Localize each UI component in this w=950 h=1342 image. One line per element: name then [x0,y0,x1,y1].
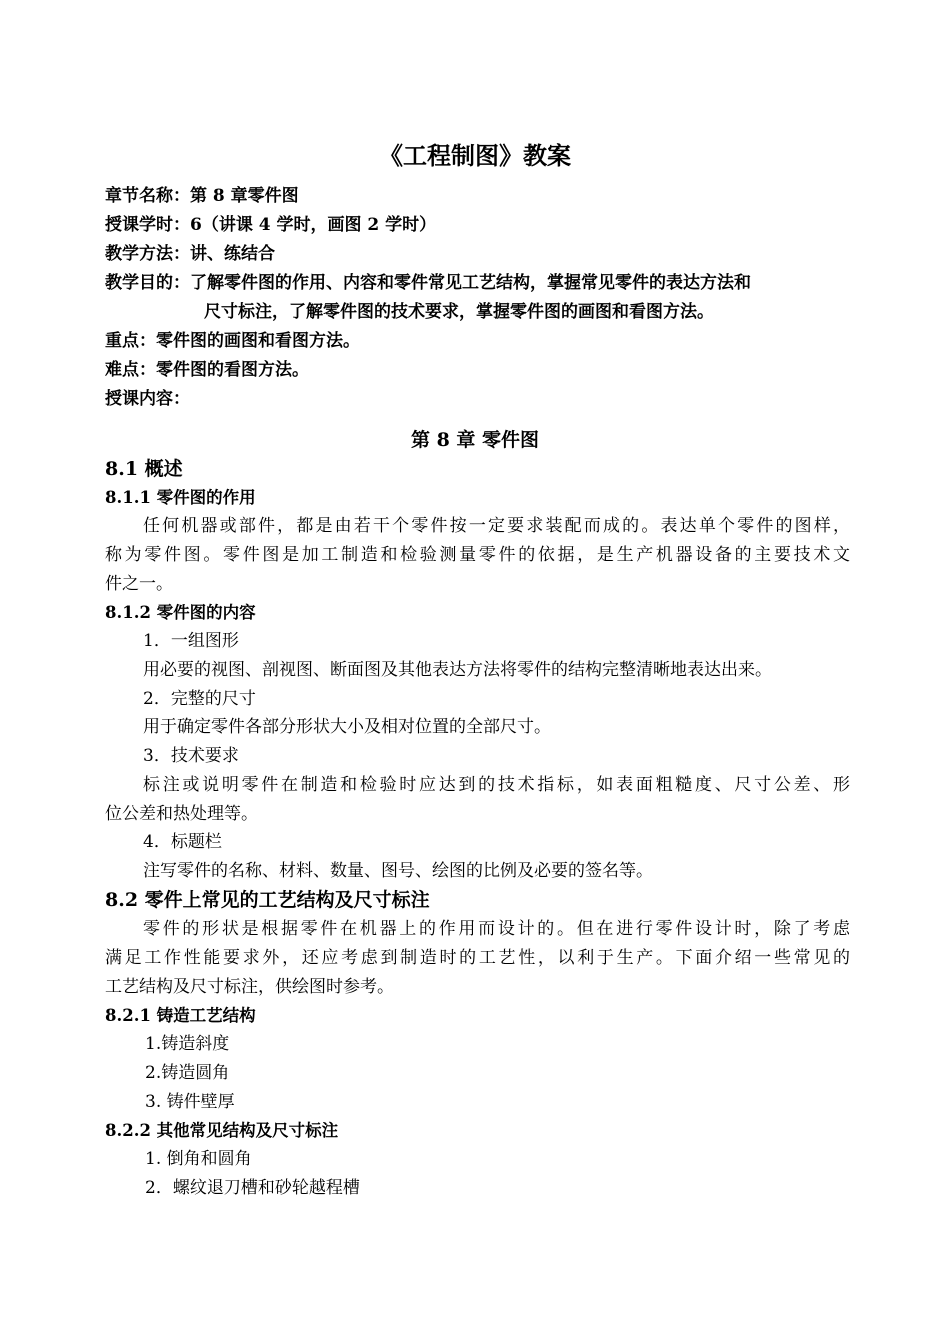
list-item-description: 标注或说明零件在制造和检验时应达到的技术指标，如表面粗糙度、尺寸公差、形 [143,775,850,795]
section-8-1-heading: 8.1 概述 [105,458,183,480]
paragraph-line: 任何机器或部件，都是由若干个零件按一定要求装配而成的。表达单个零件的图样， [143,516,850,536]
list-item: 1. 倒角和圆角 [145,1149,252,1169]
list-item: 2．完整的尺寸 [143,689,256,709]
teaching-goal-line-2: 尺寸标注，了解零件图的技术要求，掌握零件图的画图和看图方法。 [204,302,714,322]
paragraph-line: 零件的形状是根据零件在机器上的作用而设计的。但在进行零件设计时，除了考虑 [143,919,850,939]
chapter-heading: 第 8 章 零件图 [410,429,540,451]
paragraph-line: 满足工作性能要求外，还应考虑到制造时的工艺性，以利于生产。下面介绍一些常见的 [105,948,850,968]
list-item: 4．标题栏 [143,832,222,852]
list-item-description: 位公差和热处理等。 [105,804,258,824]
list-item-description: 注写零件的名称、材料、数量、图号、绘图的比例及必要的签名等。 [143,861,653,881]
content-label: 授课内容： [105,389,190,409]
teaching-method: 教学方法：讲、练结合 [105,244,275,264]
list-item: 2.铸造圆角 [145,1063,230,1083]
list-item: 3. 铸件壁厚 [145,1092,235,1112]
list-item: 1．一组图形 [143,631,239,651]
paragraph-line: 工艺结构及尺寸标注，供绘图时参考。 [105,977,394,997]
list-item: 1.铸造斜度 [145,1034,230,1054]
teaching-goal-line-1: 教学目的：了解零件图的作用、内容和零件常见工艺结构，掌握常见零件的表达方法和 [105,273,751,293]
difficulty: 难点：零件图的看图方法。 [105,360,309,380]
paragraph-line: 件之一。 [105,574,173,594]
chapter-name: 章节名称：第 8 章零件图 [105,186,299,206]
section-8-2-1-heading: 8.2.1 铸造工艺结构 [105,1006,256,1025]
section-8-1-2-heading: 8.1.2 零件图的内容 [105,603,256,622]
section-8-2-2-heading: 8.2.2 其他常见结构及尺寸标注 [105,1121,339,1140]
list-item: 3．技术要求 [143,746,239,766]
teaching-hours: 授课学时：6（讲课 4 学时，画图 2 学时） [105,215,437,235]
list-item: 2．螺纹退刀槽和砂轮越程槽 [145,1178,360,1198]
key-point: 重点：零件图的画图和看图方法。 [105,331,360,351]
section-8-1-1-heading: 8.1.1 零件图的作用 [105,488,256,507]
list-item-description: 用于确定零件各部分形状大小及相对位置的全部尺寸。 [143,717,551,737]
document-title: 《工程制图》教案 [379,141,571,170]
list-item-description: 用必要的视图、剖视图、断面图及其他表达方法将零件的结构完整清晰地表达出来。 [143,660,772,680]
paragraph-line: 称为零件图。零件图是加工制造和检验测量零件的依据，是生产机器设备的主要技术文 [105,545,850,565]
section-8-2-heading: 8.2 零件上常见的工艺结构及尺寸标注 [105,889,430,911]
